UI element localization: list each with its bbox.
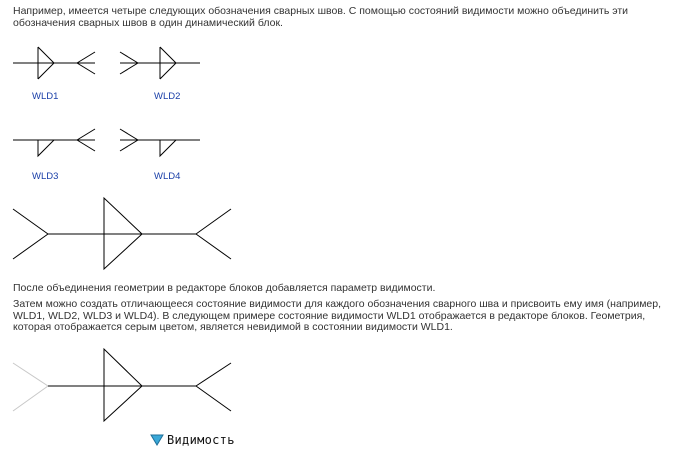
weld-symbols-figure bbox=[0, 0, 688, 200]
label-wld4: WLD4 bbox=[154, 171, 181, 182]
combined-weld-figure bbox=[0, 193, 688, 283]
weld-symbol-wld2 bbox=[120, 47, 200, 79]
visibility-parameter-icon[interactable] bbox=[150, 434, 164, 446]
label-wld3: WLD3 bbox=[32, 171, 59, 182]
intro-paragraph: Например, имеется четыре следующих обозначения сварных швов. С помощью состояний видимости можно объединить эти обозначения сварных швов в один динамический блок. bbox=[13, 5, 629, 29]
merge-paragraph: После объединения геометрии в редакторе блоков добавляется параметр видимости. bbox=[13, 282, 436, 294]
explanation-paragraph: Затем можно создать отличающееся состояние видимости для каждого обозначения сварного шва и присвоить ему имя (например, WLD1, WLD2, WLD3 и WLD4). В следующем примере состояние видимости WLD1 отображается в редакторе блоков. Геометрия, которая отображается серым цветом, является невидимой в состоянии видимости WLD1. bbox=[13, 298, 662, 333]
visibility-parameter[interactable] bbox=[150, 433, 235, 447]
weld-symbol-wld4 bbox=[120, 129, 200, 156]
hidden-geometry bbox=[13, 363, 48, 411]
visibility-state-figure bbox=[0, 343, 688, 433]
label-wld1: WLD1 bbox=[32, 91, 59, 102]
weld-symbol-wld1 bbox=[13, 47, 95, 79]
weld-symbol-wld3 bbox=[13, 129, 95, 156]
visibility-parameter-label: Видимость bbox=[167, 433, 235, 447]
label-wld2: WLD2 bbox=[154, 91, 181, 102]
